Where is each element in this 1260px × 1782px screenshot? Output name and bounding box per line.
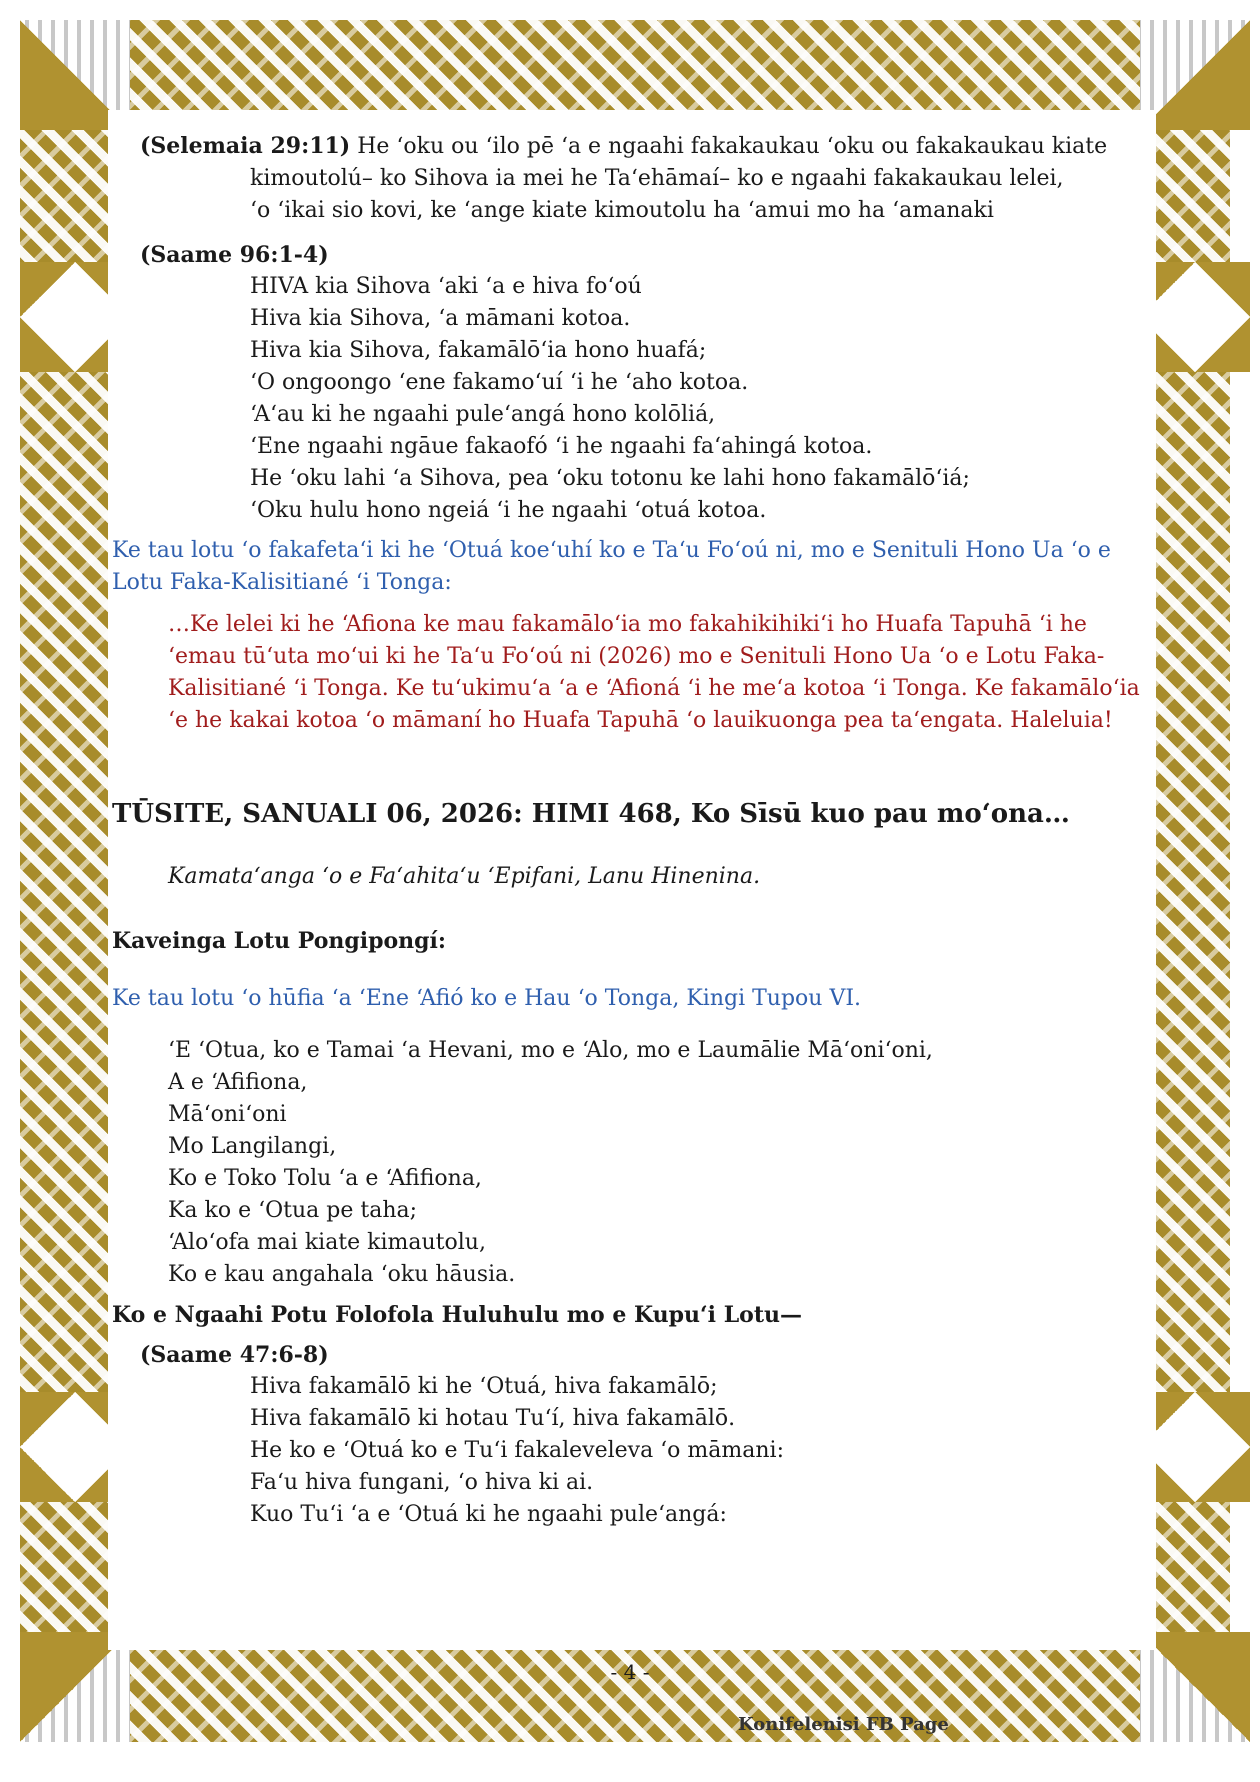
verse-line: Hiva kia Sihova, ʻa māmani kotoa.: [250, 306, 631, 331]
verse-line: Faʻu hiva fungani, ʻo hiva ki ai.: [250, 1470, 594, 1495]
verse-text: He ʻoku ou ʻilo pē ʻa e ngaahi fakakaukau ʻoku ou fakakaukau kiate: [357, 134, 1108, 159]
verse-line: Hiva kia Sihova, fakamālōʻia hono huafá;: [250, 338, 707, 363]
scripture-reference: (Selemaia 29:11): [140, 133, 351, 159]
selemaia-passage: [112, 130, 1142, 163]
invocation-line: Ko e kau angahala ʻoku hāusia.: [168, 1262, 516, 1287]
verse-line: ʻAʻau ki he ngaahi puleʻangá hono kolōliá,: [250, 402, 716, 427]
morning-title: Kaveinga Lotu Pongipongí:: [112, 928, 447, 954]
selemaia-continuation: [112, 163, 1142, 227]
verse-line: ʻo ʻikai sio kovi, ke ʻange kiate kimoutolu ha ʻamui mo ha ʻamanaki: [250, 198, 994, 223]
invocation-line: ʻAloʻofa mai kiate kimautolu,: [168, 1230, 486, 1255]
side-ornament: [1140, 1392, 1250, 1502]
invocation-line: ʻE ʻOtua, ko e Tamai ʻa Hevani, mo e ʻAlo, mo e Laumālie Māʻoniʻoni,: [168, 1038, 933, 1063]
scripture-reference: (Saame 96:1-4): [140, 242, 329, 268]
verse-line: ʻOku hulu hono ngeiá ʻi he ngaahi ʻotuá kotoa.: [250, 498, 767, 523]
page-content: [108, 110, 1156, 1650]
invocation-line: A e ʻAfifiona,: [168, 1070, 308, 1095]
invocation: [112, 1035, 1142, 1291]
verse-line: Kuo Tuʻi ʻa e ʻOtuá ki he ngaahi puleʻangá:: [250, 1502, 727, 1527]
corner-ornament: [1140, 1632, 1250, 1742]
day-heading: TŪSITE, SANUALI 06, 2026: HIMI 468, Ko Sīsū kuo pau moʻona…: [112, 799, 1070, 829]
invocation-line: Ko e Toko Tolu ʻa e ʻAfifiona,: [168, 1166, 482, 1191]
verse-line: HIVA kia Sihova ʻaki ʻa e hiva foʻoú: [250, 274, 642, 299]
invocation-line: Māʻoniʻoni: [168, 1102, 287, 1127]
saame96-verses: [112, 271, 1142, 527]
footer-brand: Konifelenisi FB Page: [738, 1714, 949, 1735]
verse-line: He ko e ʻOtuá ko e Tuʻi fakaleveleva ʻo māmani:: [250, 1438, 784, 1463]
side-ornament: [1140, 262, 1250, 372]
prayer-intro: Ke tau lotu ʻo fakafetaʻi ki he ʻOtuá koeʻuhí ko e Taʻu Foʻoú ni, mo e Senituli Hono Ua ʻo e Lotu Faka-Kalisitiané ʻi Tonga:: [112, 538, 1111, 595]
verse-line: ʻEne ngaahi ngāue fakaofó ʻi he ngaahi faʻahingá kotoa.: [250, 434, 873, 459]
page-number: - 4 -: [610, 1660, 650, 1684]
verse-line: ʻO ongoongo ʻene fakamoʻuí ʻi he ʻaho kotoa.: [250, 370, 749, 395]
prayer-text: …Ke lelei ki he ʻAfiona ke mau fakamāloʻia mo fakahikihikiʻi ho Huafa Tapuhā ʻi he ʻemau tūʻuta moʻui ki he Taʻu Foʻoú ni (2026) mo e Senituli Hono Ua ʻo e Lotu Faka-Kalisitiané ʻi Tonga. Ke tuʻukimuʻa ʻa e ʻAfioná ʻi he meʻa kotoa ʻi Tonga. Ke fakamāloʻia ʻe he kakai kotoa ʻo māmaní ho Huafa Tapuhā ʻo lauikuonga pea taʻengata. Haleluia!: [168, 612, 1140, 733]
corner-ornament: [1140, 20, 1250, 130]
scripture-reference: (Saame 47:6-8): [140, 1342, 329, 1368]
verse-line: Hiva fakamālō ki hotau Tuʻí, hiva fakamālō.: [250, 1406, 736, 1431]
saame47-verses: [112, 1371, 1142, 1531]
prayer-intro: Ke tau lotu ʻo hūfia ʻa ʻEne ʻAfió ko e Hau ʻo Tonga, Kingi Tupou VI.: [112, 986, 862, 1011]
verse-line: kimoutolú– ko Sihova ia mei he Taʻehāmaí– ko e ngaahi fakakaukau lelei,: [250, 166, 1064, 191]
readings-title: Ko e Ngaahi Potu Folofola Huluhulu mo e Kupuʻi Lotu—: [112, 1302, 803, 1328]
season-note: Kamataʻanga ʻo e Faʻahitaʻu ʻEpifani, Lanu Hinenina.: [168, 864, 761, 889]
invocation-line: Ka ko e ʻOtua pe taha;: [168, 1198, 418, 1223]
invocation-line: Mo Langilangi,: [168, 1134, 337, 1159]
verse-line: He ʻoku lahi ʻa Sihova, pea ʻoku totonu ke lahi hono fakamālōʻiá;: [250, 466, 970, 491]
verse-line: Hiva fakamālō ki he ʻOtuá, hiva fakamālō;: [250, 1374, 718, 1399]
